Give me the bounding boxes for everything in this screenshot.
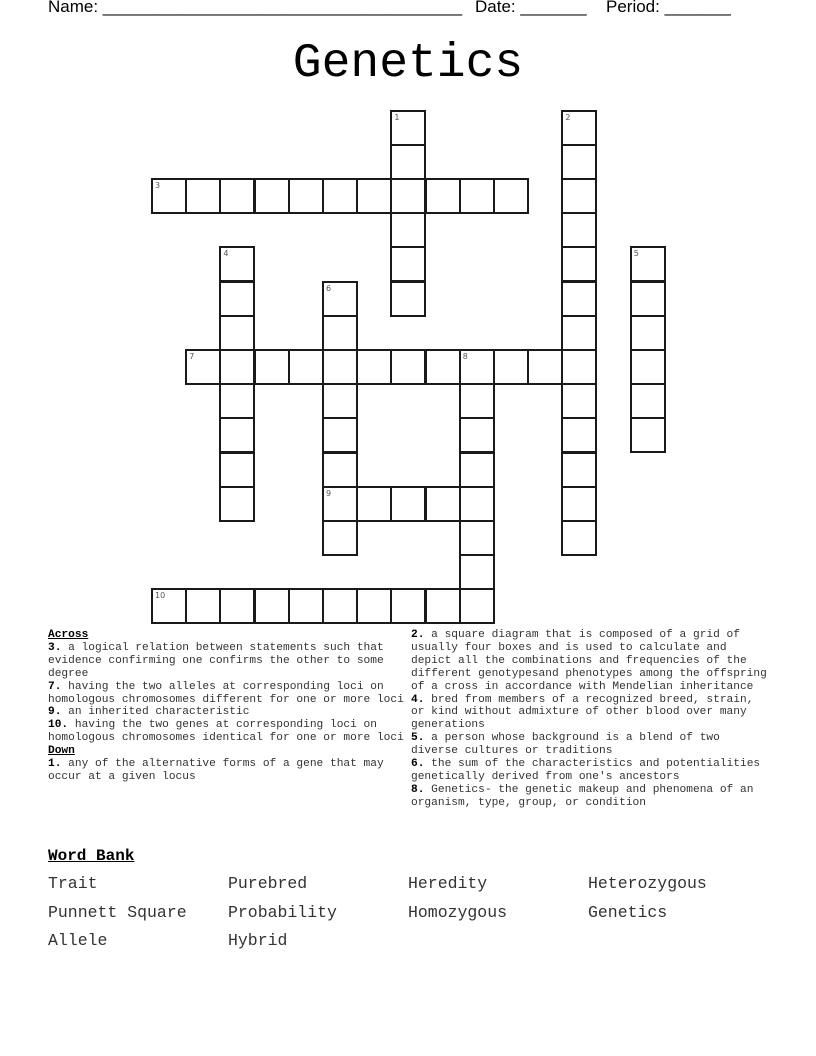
word-bank-item: Homozygous [408, 902, 508, 922]
crossword-cell[interactable] [425, 486, 461, 522]
crossword-cell[interactable] [288, 178, 324, 214]
crossword-cell[interactable] [356, 349, 392, 385]
crossword-cell[interactable] [390, 178, 426, 214]
date-field[interactable]: Date: _______ [475, 0, 587, 16]
crossword-cell[interactable] [219, 246, 255, 282]
crossword-cell[interactable] [390, 281, 426, 317]
crossword-cell[interactable] [219, 315, 255, 351]
crossword-cell[interactable] [630, 315, 666, 351]
clue-across-7: 7. having the two alleles at corresponding loci on homologous chromosomes different for one or more loci [48, 680, 404, 706]
crossword-cell[interactable] [390, 486, 426, 522]
crossword-cell[interactable] [185, 588, 221, 624]
clue-down-6: 6. the sum of the characteristics and potentialities genetically derived from one's ancestors [411, 758, 761, 783]
crossword-cell[interactable] [288, 588, 324, 624]
crossword-cell[interactable] [561, 417, 597, 453]
across-heading: Across [48, 629, 89, 641]
crossword-cell[interactable] [425, 349, 461, 385]
crossword-cell[interactable] [459, 349, 495, 385]
clues-left-column [48, 629, 406, 784]
crossword-cell[interactable] [561, 486, 597, 522]
crossword-cell[interactable] [219, 383, 255, 419]
clue-number: 10 [155, 591, 166, 601]
crossword-cell[interactable] [630, 417, 666, 453]
crossword-cell[interactable] [322, 588, 358, 624]
clue-across-3: 3. a logical relation between statements such that evidence confirming one confirms the other to some degree [48, 641, 384, 680]
word-bank-item: Heredity [408, 874, 488, 893]
clue-number: 6 [326, 283, 332, 293]
crossword-cell[interactable] [219, 588, 255, 624]
crossword-cell[interactable] [493, 349, 529, 385]
crossword-cell[interactable] [219, 486, 255, 522]
crossword-cell[interactable] [151, 178, 187, 214]
crossword-cell[interactable] [561, 349, 597, 385]
crossword-cell[interactable] [219, 178, 255, 214]
crossword-cell[interactable] [322, 349, 358, 385]
crossword-cell[interactable] [459, 452, 495, 488]
crossword-cell[interactable] [561, 281, 597, 317]
clues-right-column [411, 629, 773, 810]
crossword-cell[interactable] [219, 349, 255, 385]
period-field[interactable]: Period: _______ [606, 0, 731, 16]
crossword-cell[interactable] [185, 178, 221, 214]
crossword-cell[interactable] [219, 417, 255, 453]
crossword-cell[interactable] [390, 349, 426, 385]
crossword-cell[interactable] [390, 110, 426, 146]
crossword-cell[interactable] [356, 178, 392, 214]
crossword-cell[interactable] [151, 588, 187, 624]
crossword-cell[interactable] [322, 486, 358, 522]
crossword-cell[interactable] [390, 246, 426, 282]
crossword-cell[interactable] [356, 486, 392, 522]
crossword-cell[interactable] [425, 178, 461, 214]
crossword-cell[interactable] [561, 520, 597, 556]
word-bank-item: Probability [228, 902, 337, 922]
crossword-cell[interactable] [322, 281, 358, 317]
word-bank [48, 874, 768, 960]
word-bank-title: Word Bank [48, 847, 135, 865]
clue-number: 8 [462, 352, 468, 361]
crossword-cell[interactable] [630, 383, 666, 419]
crossword-cell[interactable] [561, 110, 597, 146]
clue-number: 1 [394, 112, 400, 122]
clue-down-5: 5. a person whose background is a blend of two diverse cultures or traditions [411, 732, 720, 758]
crossword-cell[interactable] [322, 178, 358, 214]
crossword-cell[interactable] [527, 349, 563, 385]
clue-down-2: 2. a square diagram that is composed of a grid of usually four boxes and is used to calculate and depict all the combinations and frequencies of the different genotypesand phenotypes among the offspring of a cross in accordance with Mendelian inheritance [411, 629, 767, 693]
crossword-cell[interactable] [459, 383, 495, 419]
crossword-cell[interactable] [390, 212, 426, 248]
clue-number: 3 [155, 181, 161, 190]
crossword-cell[interactable] [561, 452, 597, 488]
crossword-cell[interactable] [390, 144, 426, 180]
crossword-cell[interactable] [561, 246, 597, 282]
name-field[interactable]: Name: ______________________________________ [48, 0, 463, 16]
crossword-cell[interactable] [322, 383, 358, 419]
clue-down-4: 4. bred from members of a recognized breed, strain, or kind without admixture of other blood over many generations [411, 693, 754, 732]
word-bank-item: Heterozygous [588, 874, 707, 893]
crossword-cell[interactable] [254, 178, 290, 214]
crossword-cell[interactable] [459, 588, 495, 624]
word-bank-item: Hybrid [228, 931, 288, 950]
clue-down-8: 8. Genetics- the genetic makeup and phenomena of an organism, type, group, or condition [411, 783, 754, 809]
crossword-cell[interactable] [356, 588, 392, 624]
down-heading: Down [48, 745, 75, 758]
crossword-cell[interactable] [322, 417, 358, 453]
crossword-cell[interactable] [459, 417, 495, 453]
clue-number: 5 [633, 249, 639, 259]
crossword-cell[interactable] [493, 178, 529, 214]
clue-across-10: 10. having the two genes at corresponding loci on homologous chromosomes identical for one or more loci [48, 719, 404, 745]
crossword-cell[interactable] [459, 554, 495, 590]
crossword-cell[interactable] [459, 178, 495, 214]
crossword-cell[interactable] [288, 349, 324, 385]
crossword-cell[interactable] [219, 281, 255, 317]
crossword-cell[interactable] [185, 349, 221, 385]
clue-across-9: 9. an inherited characteristic [48, 706, 250, 719]
crossword-cell[interactable] [390, 588, 426, 624]
crossword-cell[interactable] [425, 588, 461, 624]
crossword-cell[interactable] [254, 349, 290, 385]
clue-down-1: 1. any of the alternative forms of a gene that may occur at a given locus [48, 758, 384, 783]
word-bank-item: Purebred [228, 874, 308, 893]
crossword-cell[interactable] [561, 178, 597, 214]
clue-number: 4 [223, 249, 229, 259]
crossword-cell[interactable] [322, 452, 358, 488]
crossword-cell[interactable] [459, 486, 495, 522]
crossword-cell[interactable] [561, 315, 597, 351]
word-bank-item: Punnett Square [48, 902, 187, 922]
crossword-cell[interactable] [561, 383, 597, 419]
crossword-cell[interactable] [322, 520, 358, 556]
crossword-cell[interactable] [630, 349, 666, 385]
crossword-cell[interactable] [561, 212, 597, 248]
page-title: Genetics [292, 37, 524, 91]
word-bank-item: Trait [48, 874, 98, 893]
word-bank-item: Allele [48, 931, 108, 950]
clue-number: 9 [326, 488, 332, 498]
crossword-cell[interactable] [561, 144, 597, 180]
crossword-cell[interactable] [630, 246, 666, 282]
crossword-cell[interactable] [254, 588, 290, 624]
crossword-cell[interactable] [459, 520, 495, 556]
word-bank-item: Genetics [588, 902, 668, 922]
crossword-cell[interactable] [630, 281, 666, 317]
clue-number: 2 [565, 112, 571, 122]
crossword-cell[interactable] [219, 452, 255, 488]
clue-number: 7 [189, 352, 195, 361]
crossword-cell[interactable] [322, 315, 358, 351]
